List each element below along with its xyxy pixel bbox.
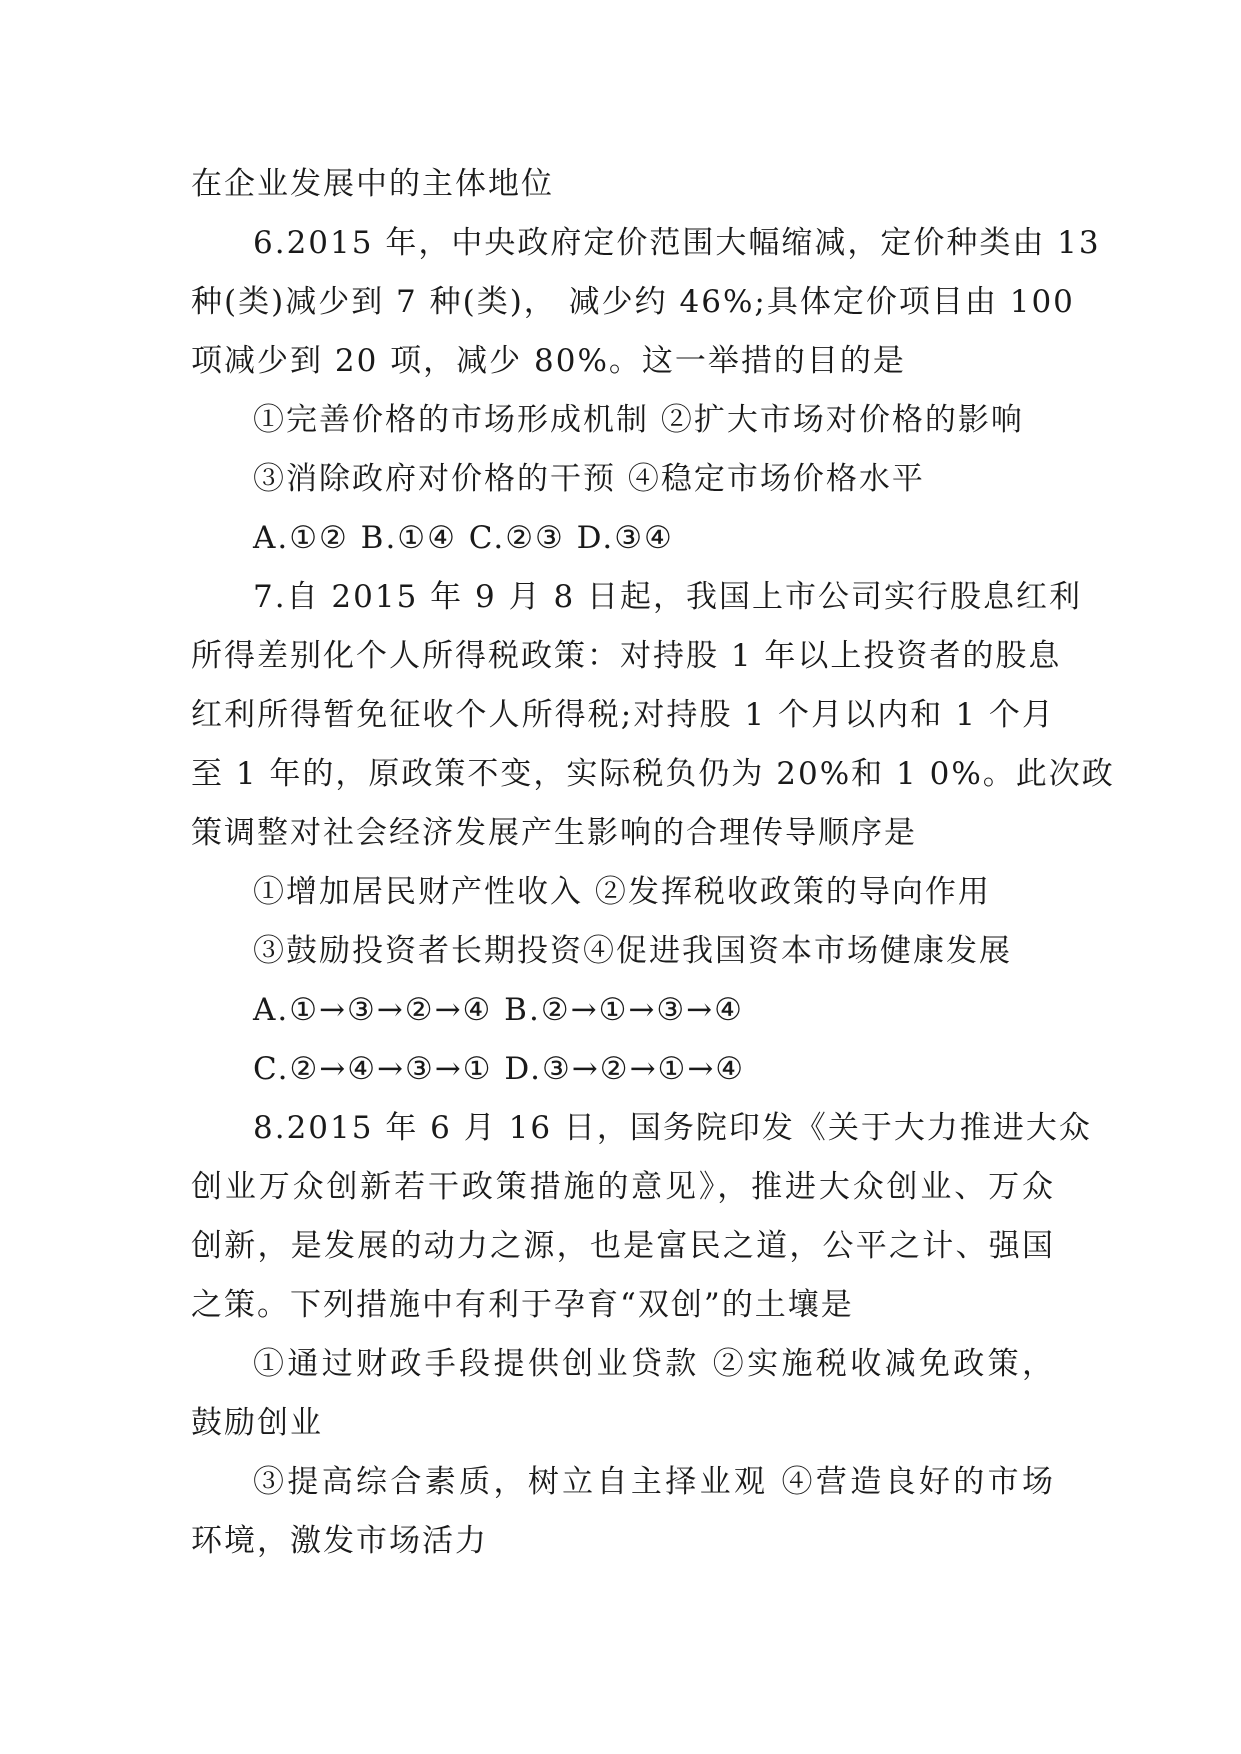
question-8-stem: 创业万众创新若干政策措施的意见》，推进大众创业、万众 [191, 1169, 1055, 1205]
question-8-statements: 环境，激发市场活力 [191, 1523, 488, 1559]
question-7-stem: 红利所得暂免征收个人所得税;对持股 1 个月以内和 1 个月 [191, 697, 1055, 733]
question-6-statements: ③消除政府对价格的干预 ④稳定市场价格水平 [253, 461, 925, 497]
document-page [191, 155, 1115, 1571]
question-8-stem: 创新，是发展的动力之源，也是富民之道，公平之计、强国 [191, 1228, 1055, 1264]
question-7-options: A.①→③→②→④ B.②→①→③→④ [253, 992, 744, 1028]
question-8-statements: ①通过财政手段提供创业贷款 ②实施税收减免政策， [253, 1346, 1055, 1382]
question-8-statements: ③提高综合素质，树立自主择业观 ④营造良好的市场 [253, 1464, 1055, 1500]
question-7-statements: ③鼓励投资者长期投资④促进我国资本市场健康发展 [253, 933, 1012, 969]
question-7-stem: 所得差别化个人所得税政策：对持股 1 年以上投资者的股息 [191, 638, 1062, 674]
question-6-stem: 项减少到 20 项，减少 80%。这一举措的目的是 [191, 343, 906, 379]
question-8-stem: 8.2015 年 6 月 16 日，国务院印发《关于大力推进大众 [253, 1110, 1092, 1146]
question-7-stem: 策调整对社会经济发展产生影响的合理传导顺序是 [191, 815, 917, 851]
question-8-stem: 之策。下列措施中有利于孕育“双创”的土壤是 [191, 1287, 854, 1323]
question-7-statements: ①增加居民财产性收入 ②发挥税收政策的导向作用 [253, 874, 991, 910]
question-6-options: A.①② B.①④ C.②③ D.③④ [253, 520, 674, 556]
question-6-stem: 6.2015 年，中央政府定价范围大幅缩减，定价种类由 13 [253, 225, 1101, 261]
question-6-stem: 种(类)减少到 7 种(类)， 减少约 46%;具体定价项目由 100 [191, 284, 1075, 320]
question-7-options: C.②→④→③→① D.③→②→①→④ [253, 1051, 746, 1087]
question-7-stem: 至 1 年的，原政策不变，实际税负仍为 20%和 1 0%。此次政 [191, 756, 1115, 792]
question-8-statements: 鼓励创业 [191, 1405, 323, 1441]
text-line: 在企业发展中的主体地位 [191, 166, 554, 202]
question-7-stem: 7.自 2015 年 9 月 8 日起，我国上市公司实行股息红利 [253, 579, 1083, 615]
question-6-statements: ①完善价格的市场形成机制 ②扩大市场对价格的影响 [253, 402, 1024, 438]
